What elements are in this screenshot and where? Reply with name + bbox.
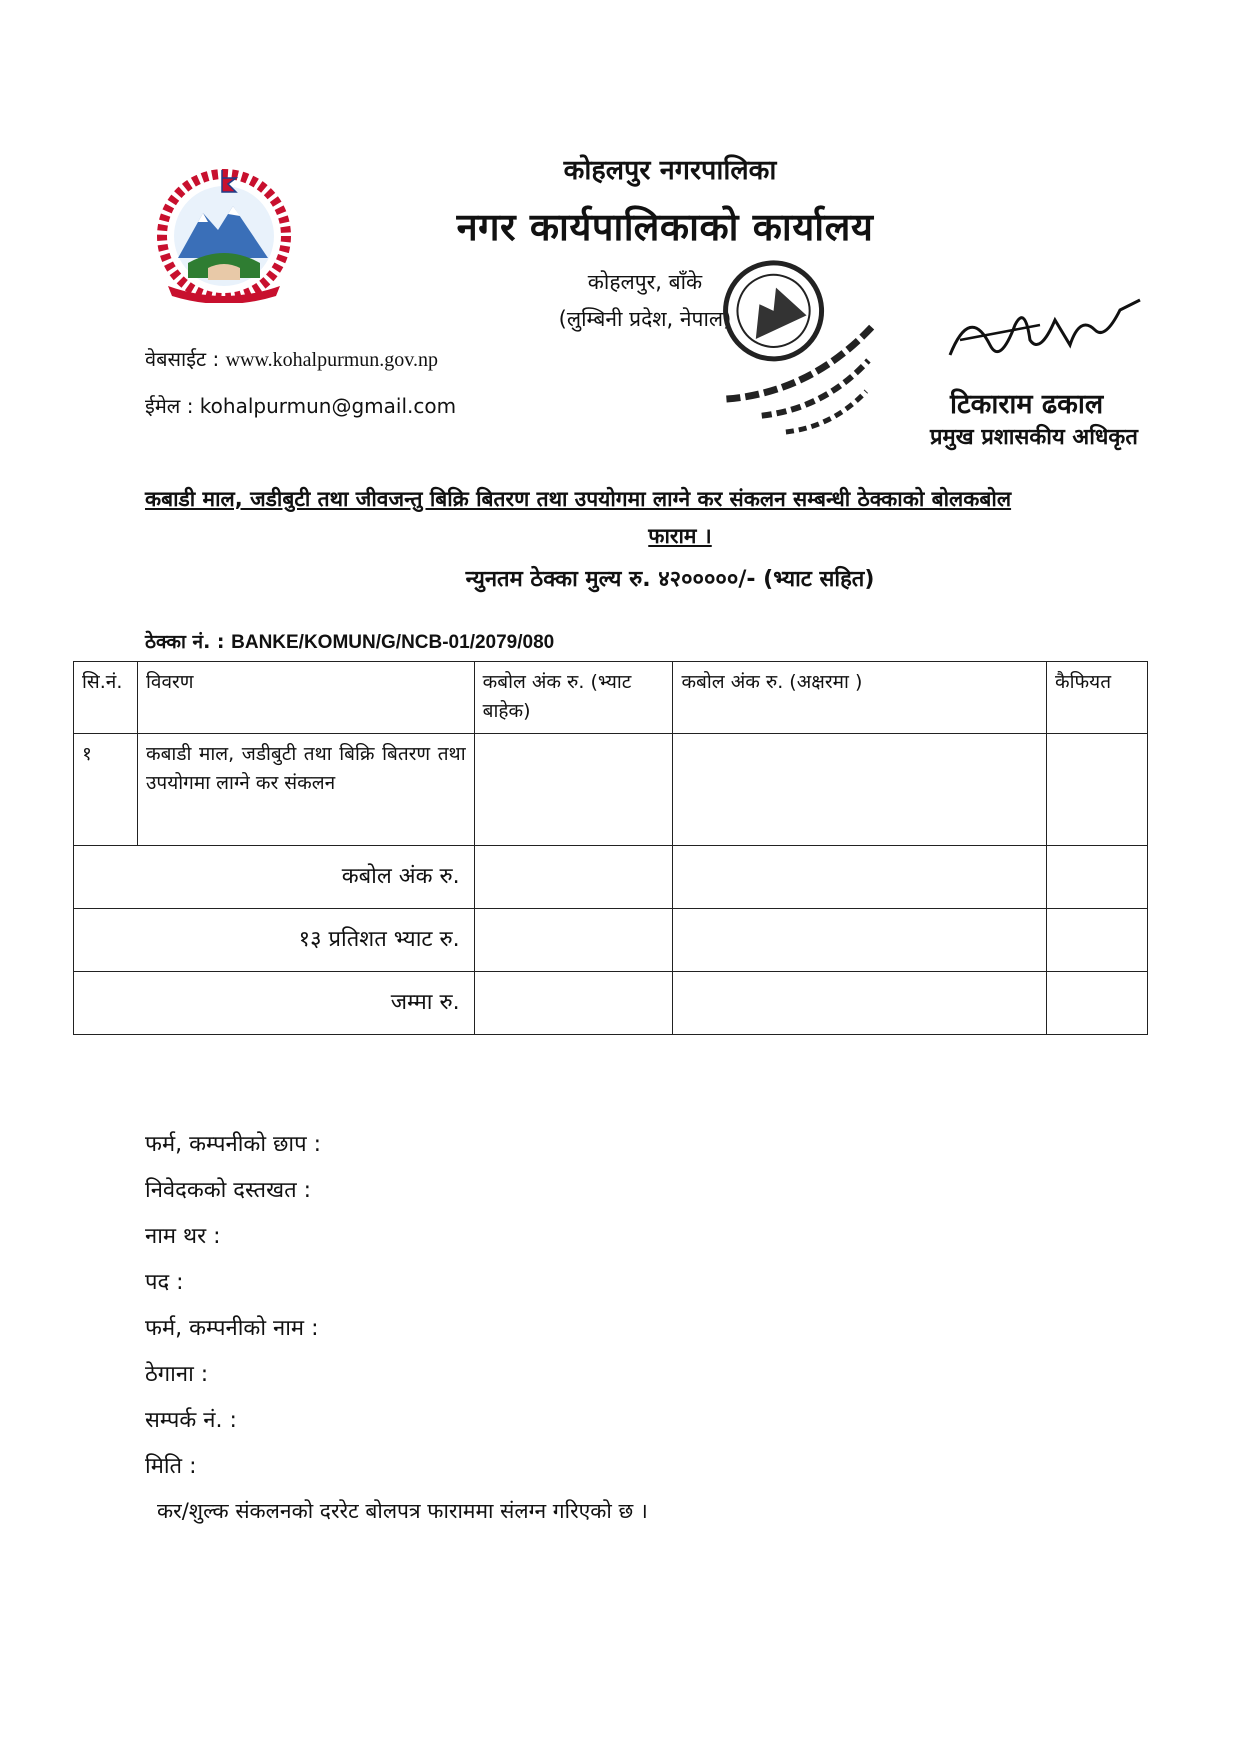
field-date: मिति :	[145, 1454, 197, 1479]
summary-bid-words[interactable]	[673, 845, 1047, 908]
col-header-sn: सि.नं.	[74, 662, 138, 734]
summary-row-bid	[74, 845, 1148, 908]
field-address: ठेगाना :	[145, 1362, 209, 1387]
remarks-cell[interactable]	[1047, 733, 1148, 845]
summary-vat-value[interactable]	[474, 908, 673, 971]
row-description: कबाडी माल, जडीबुटी तथा बिक्रि बितरण तथा उपयोगमा लाग्ने कर संकलन	[137, 733, 474, 845]
footer-note: कर/शुल्क संकलनको दररेट बोलपत्र फाराममा संलग्न गरिएको छ ।	[157, 1499, 648, 1523]
email-label: ईमेल :	[145, 394, 194, 418]
summary-bid-value[interactable]	[474, 845, 673, 908]
bid-table	[73, 661, 1148, 1035]
summary-vat-remarks[interactable]	[1047, 908, 1148, 971]
col-header-remarks: कैफियत	[1047, 662, 1148, 734]
office-title: नगर कार्यपालिकाको कार्यालय	[456, 205, 874, 249]
summary-label-bid: कबोल अंक रु.	[74, 845, 475, 908]
address-line-1: कोहलपुर, बाँके	[587, 270, 703, 294]
website-line	[145, 345, 438, 372]
summary-bid-remarks[interactable]	[1047, 845, 1148, 908]
summary-row-total	[74, 971, 1148, 1034]
row-sn: १	[74, 733, 138, 845]
bid-amount-cell[interactable]	[474, 733, 673, 845]
handwritten-signature	[930, 285, 1170, 380]
summary-total-value[interactable]	[474, 971, 673, 1034]
nepal-emblem-logo	[148, 168, 300, 303]
field-position: पद :	[145, 1270, 184, 1295]
summary-total-remarks[interactable]	[1047, 971, 1148, 1034]
col-header-bid-words: कबोल अंक रु. (अक्षरमा )	[673, 662, 1047, 734]
minimum-contract-value: न्युनतम ठेक्का मुल्य रु. ४२०००००/- (भ्याट सहित)	[465, 567, 875, 592]
summary-label-total: जम्मा रु.	[74, 971, 475, 1034]
summary-total-words[interactable]	[673, 971, 1047, 1034]
table-header-row	[74, 662, 1148, 734]
municipality-name: कोहलपुर नगरपालिका	[563, 155, 777, 186]
table-row	[74, 733, 1148, 845]
signatory-name: टिकाराम ढकाल	[950, 389, 1104, 420]
field-firm-stamp: फर्म, कम्पनीको छाप :	[145, 1132, 322, 1157]
email-link[interactable]: kohalpurmun@gmail.com	[199, 394, 457, 418]
field-full-name: नाम थर :	[145, 1224, 221, 1249]
address-line-2: (लुम्बिनी प्रदेश, नेपाल)	[558, 307, 732, 331]
field-firm-name: फर्म, कम्पनीको नाम :	[145, 1316, 319, 1341]
summary-label-vat: १३ प्रतिशत भ्याट रु.	[74, 908, 475, 971]
form-title-line-2: फाराम ।	[648, 524, 712, 548]
office-seal-stamp	[690, 245, 900, 445]
form-title-line-1: कबाडी माल, जडीबुटी तथा जीवजन्तु बिक्रि बितरण तथा उपयोगमा लाग्ने कर संकलन सम्बन्धी ठेक्काको बोलकबोल	[145, 487, 1012, 511]
field-contact-number: सम्पर्क नं. :	[145, 1408, 237, 1433]
col-header-description: विवरण	[137, 662, 474, 734]
signatory-title: प्रमुख प्रशासकीय अधिकृत	[930, 425, 1138, 450]
website-label: वेबसाईट :	[145, 347, 220, 371]
col-header-bid-amount: कबोल अंक रु. (भ्याट बाहेक)	[474, 662, 673, 734]
tender-number-line	[145, 628, 554, 654]
tender-label: ठेक्का नं. :	[145, 631, 225, 653]
summary-vat-words[interactable]	[673, 908, 1047, 971]
website-link[interactable]: www.kohalpurmun.gov.np	[225, 349, 438, 371]
signature-block	[930, 285, 1190, 470]
tender-number: BANKE/KOMUN/G/NCB-01/2079/080	[231, 632, 555, 653]
summary-row-vat	[74, 908, 1148, 971]
field-applicant-signature: निवेदकको दस्तखत :	[145, 1178, 312, 1203]
bid-words-cell[interactable]	[673, 733, 1047, 845]
email-line	[145, 392, 456, 419]
